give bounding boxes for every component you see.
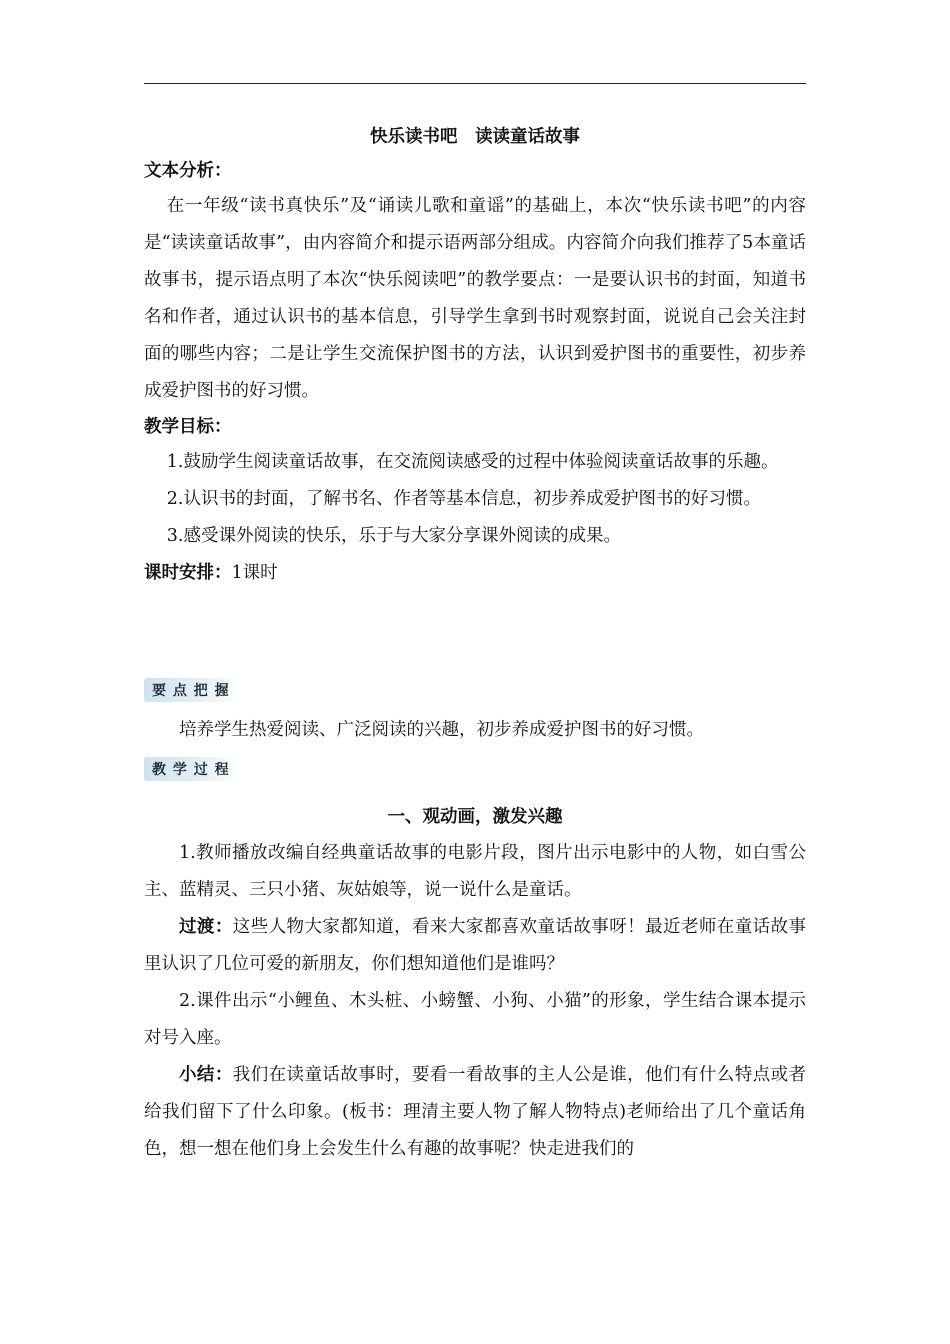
spacer bbox=[144, 592, 806, 678]
document-title: 快乐读书吧 读读童话故事 bbox=[370, 127, 580, 147]
goals-list bbox=[144, 444, 806, 555]
summary-text: 我们在读童话故事时，要看一看故事的主人公是谁，他们有什么特点或者给我们留下了什么印象。(板书：理清主要人物了解人物特点)老师给出了几个童话角色，想一想在他们身上会发生什么有趣的故事呢？快走进我们的 bbox=[144, 1065, 806, 1159]
process-badge-row bbox=[144, 757, 806, 781]
analysis-heading: 文本分析： bbox=[144, 161, 232, 181]
key-points-badge-row bbox=[144, 678, 806, 702]
key-points-badge: 要 点 把 握 bbox=[144, 678, 240, 702]
section-1-title: 一、观动画，激发兴趣 bbox=[387, 807, 563, 827]
goal-item-3: 3.感受课外阅读的快乐，乐于与大家分享课外阅读的成果。 bbox=[166, 526, 621, 546]
step-1-paragraph: 1.教师播放改编自经典童话故事的电影片段，图片出示电影中的人物，如白雪公主、蓝精灵、三只小猪、灰姑娘等，说一说什么是童话。 bbox=[144, 843, 806, 900]
process-badge: 教 学 过 程 bbox=[144, 757, 240, 781]
goals-heading: 教学目标： bbox=[144, 417, 232, 437]
header-rule bbox=[144, 83, 806, 84]
transition-label: 过渡： bbox=[179, 917, 233, 937]
schedule-value: 1课时 bbox=[231, 563, 278, 583]
transition-paragraph bbox=[144, 909, 806, 983]
summary-label: 小结： bbox=[179, 1065, 233, 1085]
summary-paragraph bbox=[144, 1057, 806, 1168]
analysis-paragraph: 在一年级“读书真快乐”及“诵读儿歌和童谣”的基础上，本次“快乐读书吧”的内容是“读读童话故事”，由内容简介和提示语两部分组成。内容简介向我们推荐了5本童话故事书，提示语点明了本次“快乐阅读吧”的教学要点：一是要认识书的封面，知道书名和作者，通过认识书的基本信息，引导学生拿到书时观察封面，说说自己会关注封面的哪些内容；二是让学生交流保护图书的方法，认识到爱护图书的重要性，初步养成爱护图书的好习惯。 bbox=[144, 196, 806, 401]
step-2-paragraph: 2.课件出示“小鲤鱼、木头桩、小螃蟹、小狗、小猫”的形象，学生结合课本提示对号入座。 bbox=[144, 991, 806, 1048]
schedule-label: 课时安排： bbox=[144, 563, 232, 583]
transition-text: 这些人物大家都知道，看来大家都喜欢童话故事呀！最近老师在童话故事里认识了几位可爱的新朋友，你们想知道他们是谁吗？ bbox=[144, 917, 806, 974]
goal-item-1: 1.鼓励学生阅读童话故事，在交流阅读感受的过程中体验阅读童话故事的乐趣。 bbox=[166, 452, 779, 472]
document-body bbox=[144, 120, 806, 1168]
goal-item-2: 2.认识书的封面，了解书名、作者等基本信息，初步养成爱护图书的好习惯。 bbox=[166, 489, 761, 509]
schedule-line bbox=[144, 555, 806, 592]
key-points-paragraph: 培养学生热爱阅读、广泛阅读的兴趣，初步养成爱护图书的好习惯。 bbox=[179, 720, 704, 740]
